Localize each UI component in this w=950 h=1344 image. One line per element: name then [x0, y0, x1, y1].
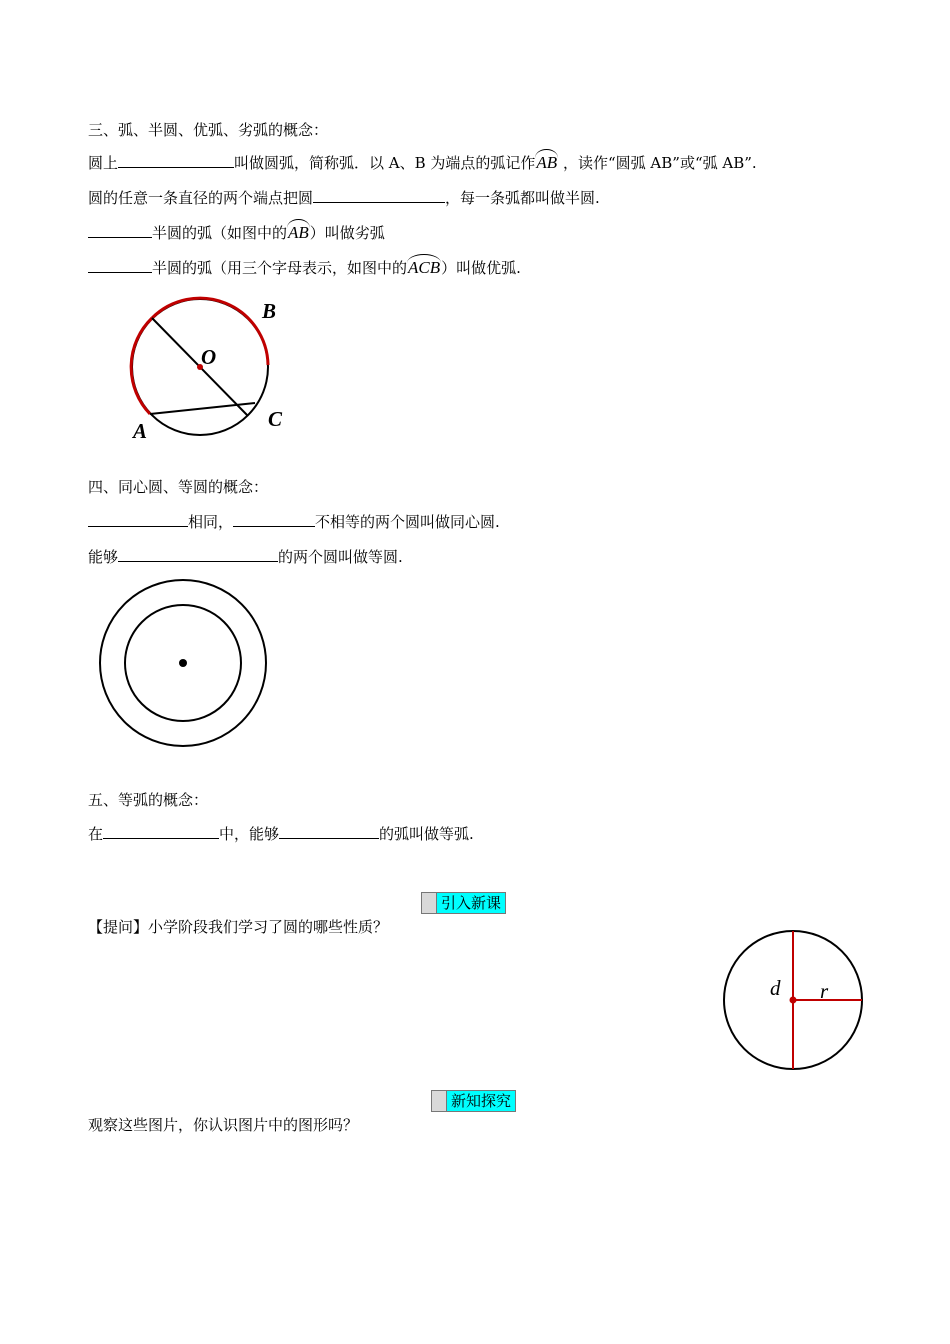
answer-blank	[103, 823, 219, 839]
center-point	[790, 997, 797, 1004]
concentric-circles-figure	[95, 578, 275, 750]
answer-blank	[233, 511, 315, 527]
answer-blank	[279, 823, 379, 839]
intro-question: 【提问】小学阶段我们学习了圆的哪些性质？	[88, 918, 389, 936]
label-d: d	[770, 976, 781, 1000]
chord-line	[150, 403, 255, 414]
answer-blank	[88, 222, 152, 238]
section3-line4: 半圆的弧（用三个字母表示，如图中的ACB）叫做优弧.	[88, 257, 521, 278]
label-a: A	[133, 419, 148, 443]
section5-line1: 在 中，能够 的弧叫做等弧.	[88, 825, 474, 843]
center-point	[179, 659, 187, 667]
answer-blank	[118, 546, 278, 562]
section4-line1: 相同， 不相等的两个圆叫做同心圆.	[88, 511, 500, 532]
arc-symbol: ACB	[408, 258, 441, 277]
arc-circle-figure	[115, 290, 305, 450]
answer-blank	[313, 187, 445, 203]
answer-blank	[88, 511, 188, 527]
major-arc-highlight	[131, 318, 152, 414]
arc-symbol: AB	[536, 153, 558, 172]
answer-blank	[88, 257, 152, 273]
section4-heading: 四、同心圆、等圆的概念：	[88, 478, 269, 496]
label-r: r	[820, 979, 829, 1003]
label-o: O	[201, 345, 217, 369]
diameter-radius-figure	[720, 928, 870, 1074]
section3-line1: 圆上 叫做圆弧，简称弧．以 A、B 为端点的弧记作AB ，读作“圆弧 AB”或“弧 AB”.	[88, 153, 757, 172]
label-c: C	[268, 407, 283, 431]
answer-blank	[118, 152, 234, 168]
explore-text: 观察这些图片，你认识图片中的图形吗？	[88, 1116, 359, 1134]
label-b: B	[262, 299, 277, 323]
arc-symbol: AB	[288, 223, 309, 242]
section3-line2: 圆的任意一条直径的两个端点把圆 ，每一条弧都叫做半圆.	[88, 189, 600, 207]
section3-line3: 半圆的弧（如图中的AB）叫做劣弧	[88, 222, 385, 243]
section5-heading: 五、等弧的概念：	[88, 791, 209, 809]
intro-badge: 引入新课	[421, 892, 506, 914]
section3-heading: 三、弧、半圆、优弧、劣弧的概念：	[88, 121, 329, 139]
section4-line2: 能够 的两个圆叫做等圆.	[88, 548, 403, 566]
explore-badge: 新知探究	[431, 1090, 516, 1112]
